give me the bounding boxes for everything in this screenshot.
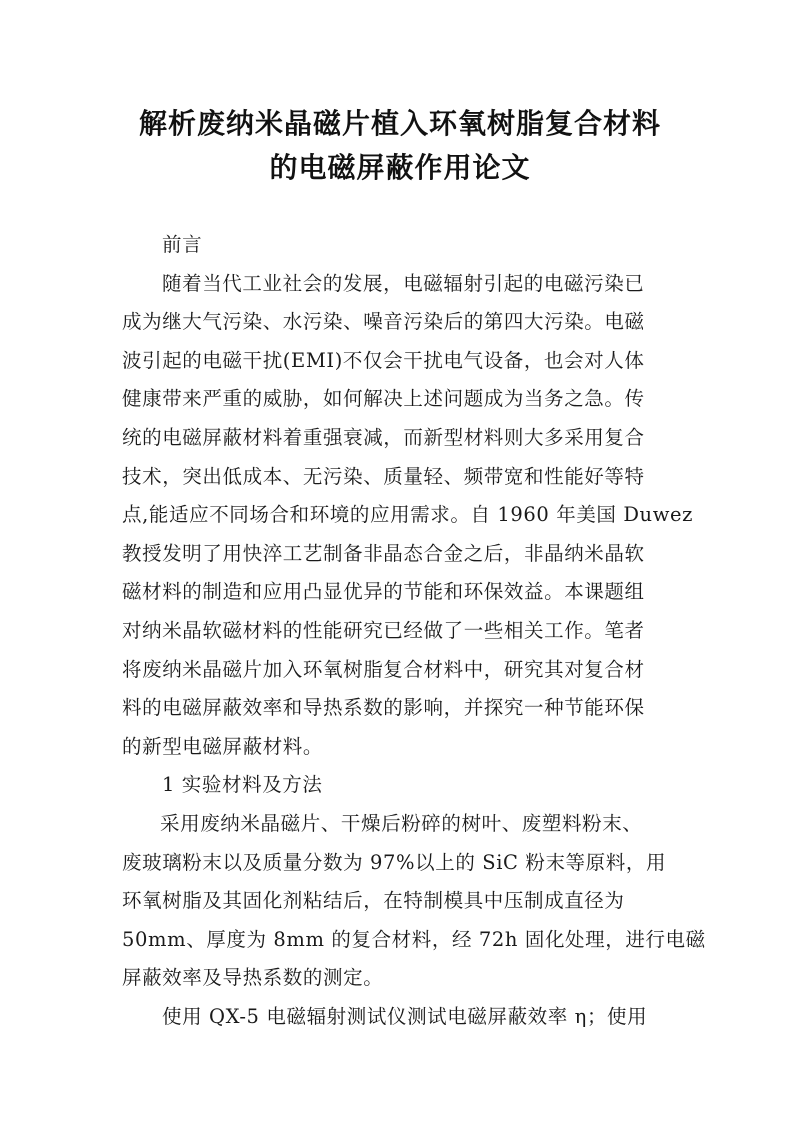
paragraph-line: 成为继大气污染、水污染、噪音污染后的第四大污染。电磁 <box>122 310 645 334</box>
document-body <box>122 226 706 1036</box>
section-heading-preface: 前言 <box>162 233 203 256</box>
paragraph-line: 环氧树脂及其固化剂粘结后，在特制模具中压制成直径为 <box>122 889 625 913</box>
paragraph-line: 对纳米晶软磁材料的性能研究已经做了一些相关工作。笔者 <box>122 618 645 642</box>
paragraph-line: 将废纳米晶磁片加入环氧树脂复合材料中，研究其对复合材 <box>122 657 645 681</box>
paragraph-line: 教授发明了用快淬工艺制备非晶态合金之后，非晶纳米晶软 <box>122 541 645 565</box>
paragraph-line: 点,能适应不同场合和环境的应用需求。自 1960 年美国 Duwez <box>122 503 694 527</box>
section-heading-materials-methods: 1 实验材料及方法 <box>162 773 323 797</box>
paragraph-line: 50mm、厚度为 8mm 的复合材料，经 72h 固化处理，进行电磁 <box>122 927 706 951</box>
paragraph-line: 使用 QX-5 电磁辐射测试仪测试电磁屏蔽效率 η；使用 <box>162 1004 648 1028</box>
paragraph-line: 波引起的电磁干扰(EMI)不仅会干扰电气设备，也会对人体 <box>122 348 645 372</box>
paragraph-line: 屏蔽效率及导热系数的测定。 <box>122 966 384 990</box>
paragraph-line: 料的电磁屏蔽效率和导热系数的影响，并探究一种节能环保 <box>122 696 645 720</box>
paragraph-line: 技术，突出低成本、无污染、质量轻、频带宽和性能好等特 <box>122 464 645 488</box>
paragraph-line: 磁材料的制造和应用凸显优异的节能和环保效益。本课题组 <box>122 580 645 604</box>
paragraph-line: 随着当代工业社会的发展，电磁辐射引起的电磁污染已 <box>162 271 645 295</box>
document-title-line-1: 解析废纳米晶磁片植入环氧树脂复合材料 <box>138 107 661 140</box>
paragraph-line: 健康带来严重的威胁，如何解决上述问题成为当务之急。传 <box>122 387 645 411</box>
paragraph-line: 采用废纳米晶磁片、干燥后粉碎的树叶、废塑料粉末、 <box>160 811 643 835</box>
paragraph-line: 的新型电磁屏蔽材料。 <box>122 734 324 758</box>
paragraph-line: 统的电磁屏蔽材料着重强衰减，而新型材料则大多采用复合 <box>122 425 645 449</box>
paragraph-line: 废玻璃粉末以及质量分数为 97%以上的 SiC 粉末等原料，用 <box>122 850 667 874</box>
document-title-line-2: 的电磁屏蔽作用论文 <box>269 151 531 184</box>
